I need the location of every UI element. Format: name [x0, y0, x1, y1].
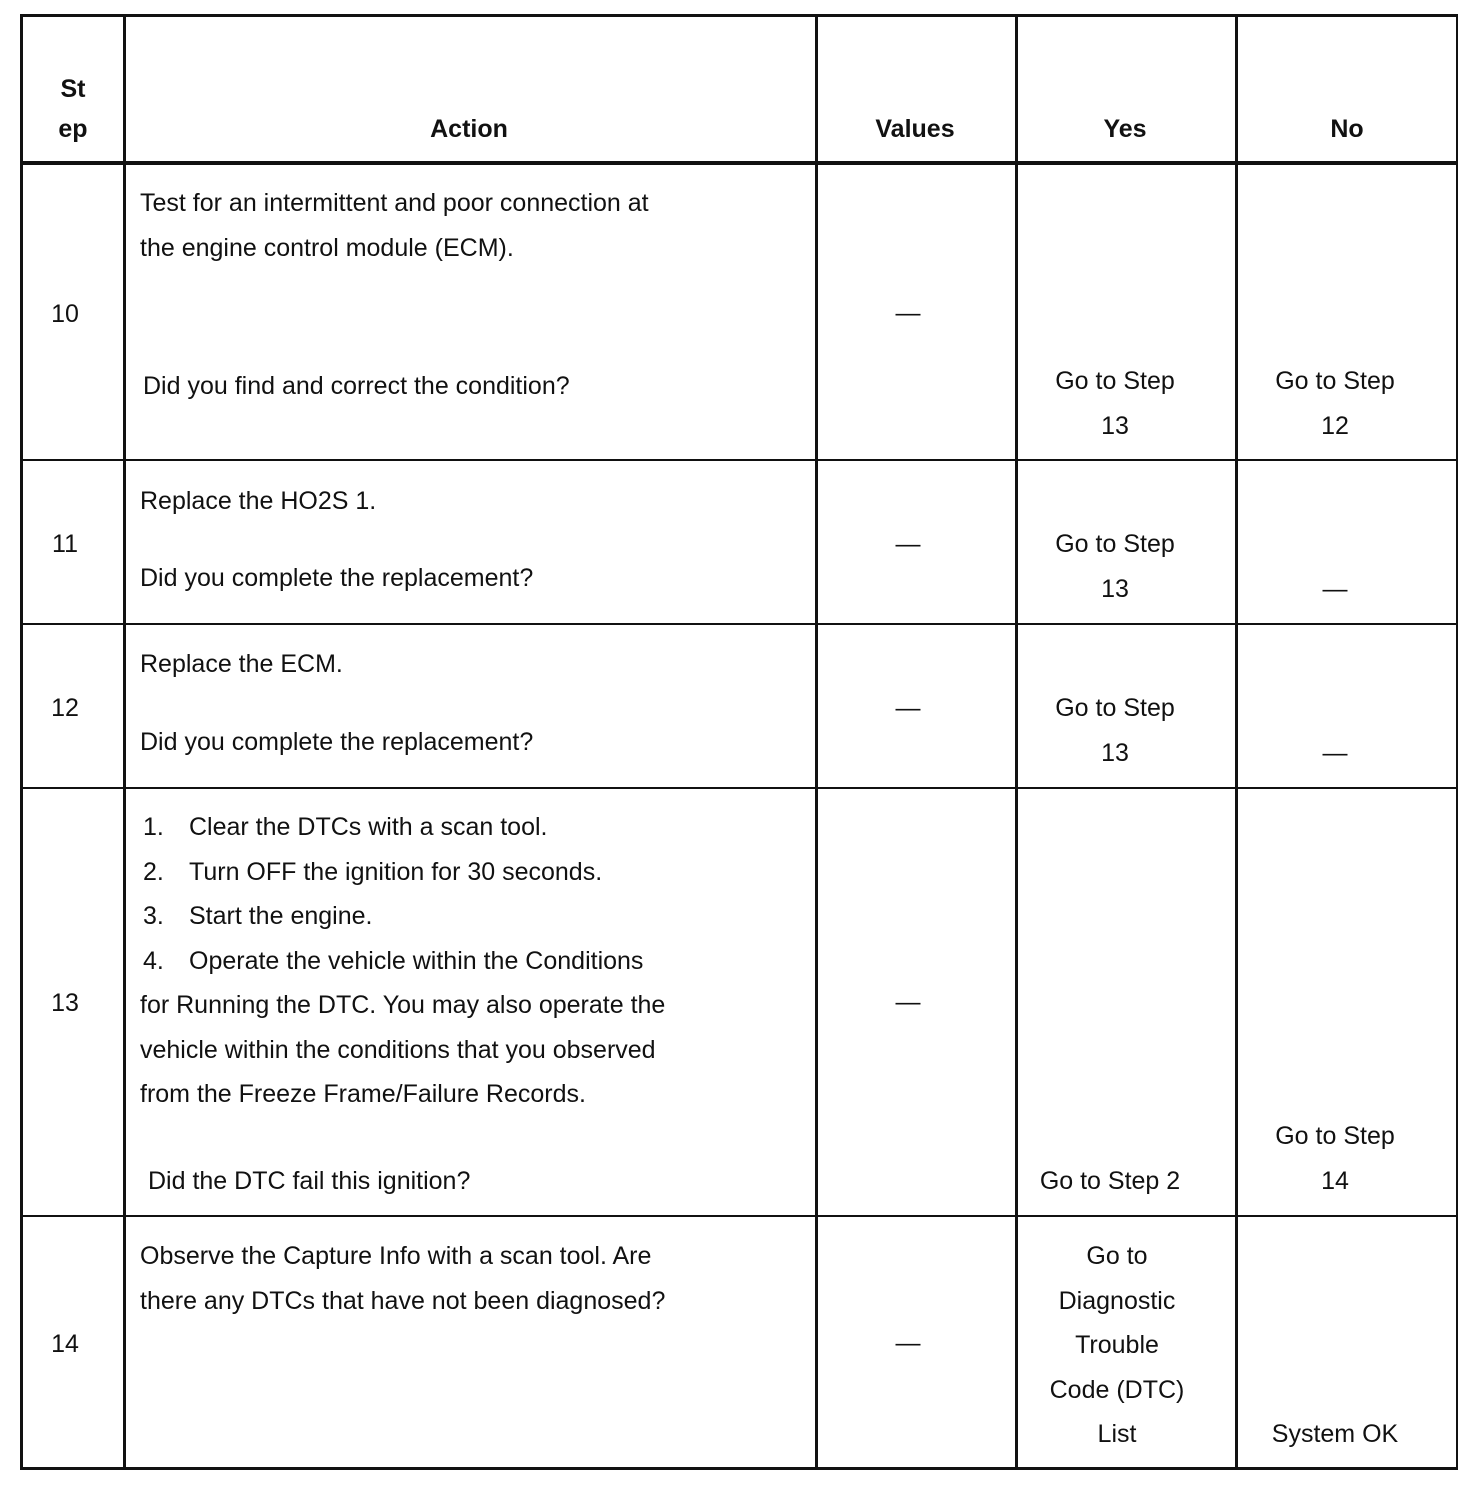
action-text: Replace the HO2S 1. — [140, 487, 377, 515]
action-text: Test for an intermittent and poor connection at the engine control module (ECM). — [140, 189, 649, 262]
yes-link[interactable]: Go to Step 13 — [1055, 530, 1175, 603]
action-question: Did you complete the replacement? — [140, 728, 534, 756]
numbered-steps — [143, 805, 643, 983]
action-question: Did the DTC fail this ignition? — [148, 1167, 471, 1195]
header-divider — [23, 161, 1456, 165]
row-divider — [23, 459, 1456, 461]
row-divider — [23, 623, 1456, 625]
yes-link[interactable]: Go to Step 13 — [1055, 367, 1175, 440]
no-link[interactable]: Go to Step 12 — [1275, 367, 1395, 440]
header-no: No — [1330, 115, 1364, 143]
step-number: 13 — [51, 989, 79, 1017]
values-dash: — — [895, 694, 921, 722]
step-number: 12 — [51, 694, 79, 722]
action-question: Did you find and correct the condition? — [143, 372, 570, 400]
action-text: Replace the ECM. — [140, 650, 343, 678]
yes-link[interactable]: Go to Step 13 — [1055, 694, 1175, 767]
values-dash: — — [895, 530, 921, 558]
list-item: 2. Turn OFF the ignition for 30 seconds. — [143, 857, 603, 886]
diagnostic-table — [20, 14, 1458, 1470]
yes-link[interactable]: Go to Step 2 — [1039, 1167, 1181, 1195]
list-item: 1. Clear the DTCs with a scan tool. — [143, 813, 548, 841]
values-dash: — — [895, 988, 921, 1016]
no-result: System OK — [1271, 1420, 1399, 1448]
list-item: 3. Start the engine. — [143, 902, 373, 930]
header-values: Values — [875, 115, 955, 143]
header-action: Action — [430, 115, 508, 143]
step-number: 14 — [51, 1330, 79, 1358]
action-question: Did you complete the replacement? — [140, 564, 534, 592]
column-divider — [815, 17, 818, 1467]
step-number: 11 — [52, 530, 78, 558]
values-dash: — — [895, 1329, 921, 1357]
values-dash: — — [895, 299, 921, 327]
no-link[interactable]: Go to Step 14 — [1275, 1122, 1395, 1195]
list-item: 4. Operate the vehicle within the Conditions — [143, 946, 644, 975]
header-step: St ep — [58, 75, 88, 143]
row-divider — [23, 787, 1456, 789]
no-dash: — — [1322, 575, 1348, 603]
action-text: for Running the DTC. You may also operate the vehicle within the conditions that you observed from the Freeze Frame/Failure Records. — [140, 991, 666, 1108]
action-text: Observe the Capture Info with a scan tool. Are there any DTCs that have not been diagnosed? — [140, 1242, 666, 1315]
step-number: 10 — [51, 300, 79, 328]
column-divider — [123, 17, 126, 1467]
yes-link[interactable]: Go to Diagnostic Trouble Code (DTC) List — [1049, 1242, 1185, 1448]
header-yes: Yes — [1103, 115, 1147, 143]
row-divider — [23, 1215, 1456, 1217]
no-dash: — — [1322, 739, 1348, 767]
